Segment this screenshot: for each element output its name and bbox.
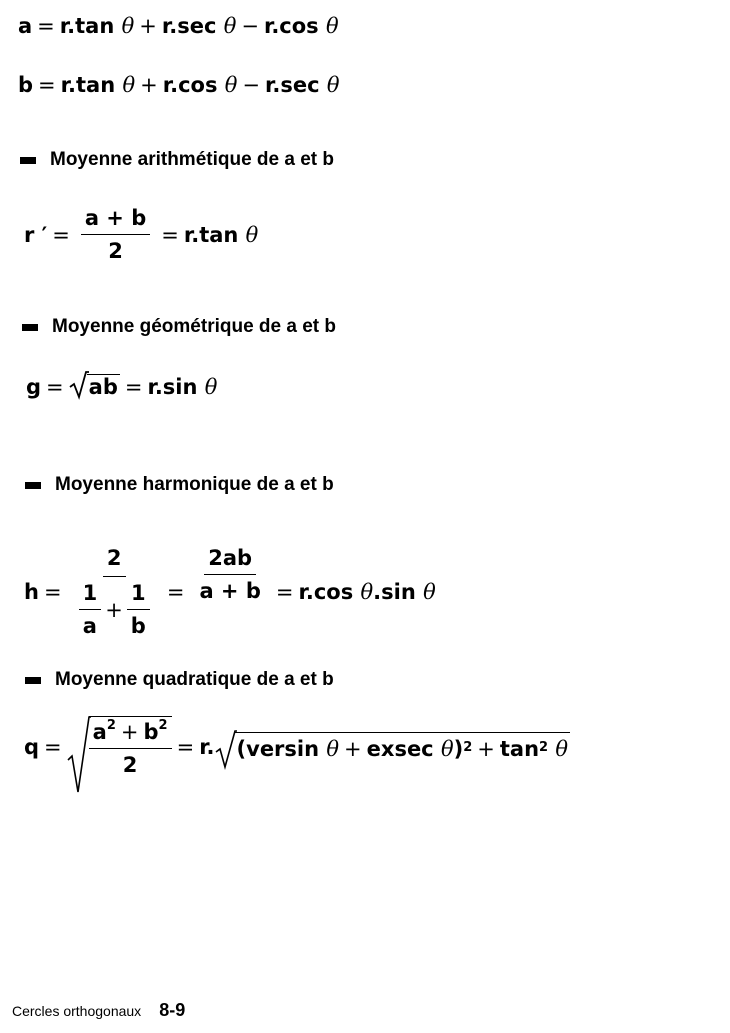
square-root: ab xyxy=(69,374,120,399)
bullet-icon xyxy=(20,157,36,164)
section-heading-harmonic: Moyenne harmonique de a et b xyxy=(25,474,334,496)
equation-geometric-mean: g = ab = r.sin θ xyxy=(26,374,217,399)
equation-arithmetic-mean: r ′ = $\frac{a + b}{2}$ = r.tan θ xyxy=(24,206,259,263)
equation-harmonic-mean: h = 2 $\frac{1}{a}$ + $\frac{1}{b}$ = $\frac{2ab}{a + b}$ = r.cos θ .sin θ xyxy=(24,546,436,638)
radical-sign-icon xyxy=(67,716,91,796)
bullet-icon xyxy=(25,482,41,489)
section-heading-arithmetic: Moyenne arithmétique de a et b xyxy=(20,149,334,171)
bullet-icon xyxy=(25,677,41,684)
section-heading-geometric: Moyenne géométrique de a et b xyxy=(22,316,336,338)
chapter-title: Cercles orthogonaux xyxy=(12,1003,142,1019)
equation-b: b = r.tan θ + r.cos θ − r.sec θ xyxy=(18,73,340,97)
page-footer xyxy=(12,1000,185,1021)
page-number: 8-9 xyxy=(159,1000,186,1020)
radical-sign-icon xyxy=(69,370,89,400)
equation-a: a = r.tan θ + r.sec θ − r.cos θ xyxy=(18,14,339,38)
var-a: a xyxy=(18,14,33,38)
bullet-icon xyxy=(22,324,38,331)
square-root: (versin θ + exsec θ ) $^2$ + tan $^2$ θ xyxy=(215,732,571,761)
square-root-large: $\frac{a^2 + b^2}{2}$ xyxy=(67,716,172,777)
fraction: $\frac{2ab}{a + b}$ xyxy=(199,546,261,603)
section-heading-quadratic: Moyenne quadratique de a et b xyxy=(25,669,334,691)
var-b: b xyxy=(18,73,34,97)
fraction-complex: 2 $\frac{1}{a}$ + $\frac{1}{b}$ xyxy=(73,546,156,638)
fraction: $\frac{a + b}{2}$ xyxy=(81,206,150,263)
equation-quadratic-mean: q = $\frac{a^2 + b^2}{2}$ = r. (versin θ + exsec θ ) $^2$ + tan $^2$ θ xyxy=(24,716,570,777)
radical-sign-icon xyxy=(215,730,237,770)
